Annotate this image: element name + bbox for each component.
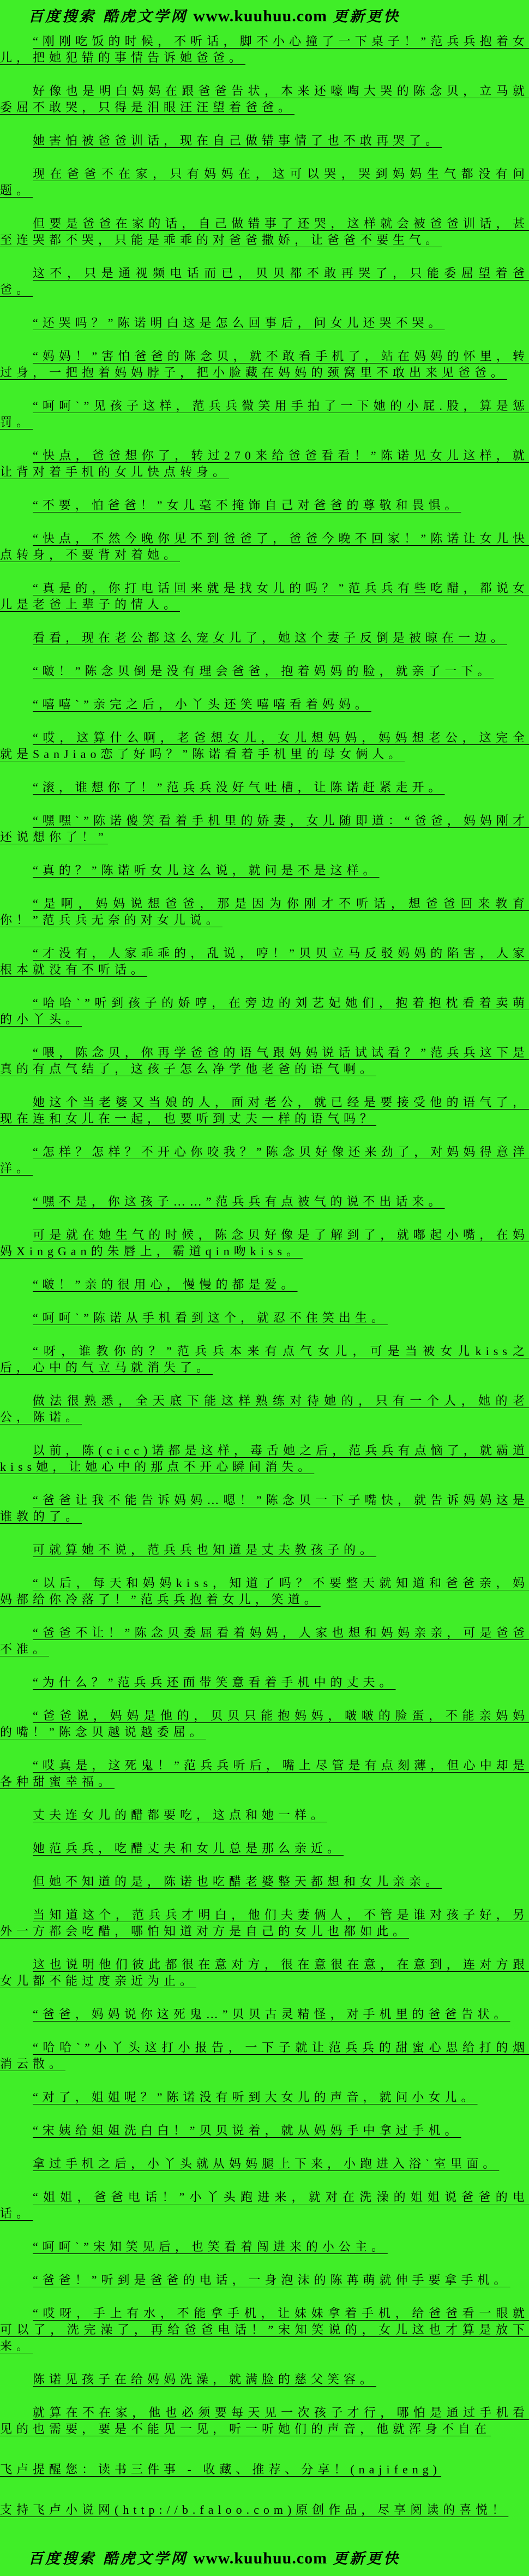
novel-paragraph: “哈哈`”小丫头这打小报告，一下子就让范兵兵的甜蜜心思给打的烟消云散。 — [0, 2041, 529, 2071]
banner-slogan-suffix: 更新更快 — [333, 8, 401, 25]
novel-paragraph: “真是的，你打电话回来就是找女儿的吗？”范兵兵有些吃醋，都说女儿是老爸上辈子的情人。 — [0, 581, 529, 611]
novel-paragraph: “哈哈`”听到孩子的娇哼，在旁边的刘艺妃她们，抱着抱枕看着卖萌的小丫头。 — [0, 996, 529, 1026]
novel-paragraph: 丈夫连女儿的醋都要吃，这点和她一样。 — [33, 1808, 328, 1822]
novel-paragraph: “哎真是，这死鬼！”范兵兵听后，嘴上尽管是有点刻薄，但心中却是各种甜蜜幸福。 — [0, 1758, 529, 1788]
novel-paragraph: 她范兵兵，吃醋丈夫和女儿总是那么亲近。 — [33, 1841, 344, 1855]
novel-paragraph: “嘻嘻`”亲完之后，小丫头还笑嘻嘻看着妈妈。 — [33, 697, 371, 711]
site-url-text: www.kuuhuu.com — [193, 2549, 328, 2567]
novel-paragraph: 陈诺见孩子在给妈妈洗澡，就满脸的慈父笑容。 — [33, 2372, 377, 2386]
novel-paragraph-list — [0, 33, 529, 2437]
novel-paragraph: “刚刚吃饭的时候，不听话，脚不小心撞了一下桌子！”范兵兵抱着女儿，把她犯错的事情告诉她爸爸。 — [0, 34, 529, 64]
novel-paragraph: “爸爸说，妈妈是他的，贝贝只能抱妈妈，啵啵的脸蛋，不能亲妈妈的嘴！”陈念贝越说越委屈。 — [0, 1709, 529, 1739]
site-url-text: www.kuuhuu.com — [193, 7, 328, 25]
novel-paragraph: 就算在不在家，他也必须要每天见一次孩子才行，哪怕是通过手机看见的也需要，要是不能见一见，听一听她们的声音，他就浑身不自在 — [0, 2406, 529, 2436]
novel-paragraph: 做法很熟悉，全天底下能这样熟练对待她的，只有一个人，她的老公，陈诺。 — [0, 1394, 529, 1424]
novel-paragraph: 拿过手机之后，小丫头就从妈妈腿上下来，小跑进入浴`室里面。 — [33, 2157, 500, 2170]
novel-paragraph: “啵！”陈念贝倒是没有理会爸爸，抱着妈妈的脸，就亲了一下。 — [33, 664, 494, 678]
novel-paragraph: 以前，陈(cicc)诺都是这样，毒舌她之后，范兵兵有点恼了，就霸道kiss她，让她心中的那点不开心瞬间消失。 — [0, 1444, 529, 1474]
novel-paragraph: “喂，陈念贝，你再学爸爸的语气跟妈妈说话试试看？”范兵兵这下是真的有点气结了，这孩子怎么净学他老爸的语气啊。 — [0, 1046, 529, 1076]
novel-paragraph: “快点，不然今晚你见不到爸爸了，爸爸今晚不回家！”陈诺让女儿快点转身，不要背对着她。 — [0, 532, 529, 562]
site-banner-top — [0, 0, 529, 26]
novel-paragraph: “怎样？怎样？不开心你咬我？”陈念贝好像还来劲了，对妈妈得意洋洋。 — [0, 1145, 529, 1175]
novel-paragraph: 看看，现在老公都这么宠女儿了，她这个妻子反倒是被晾在一边。 — [33, 631, 508, 645]
novel-paragraph: “宋姨给姐姐洗白白！”贝贝说着，就从妈妈手中拿过手机。 — [33, 2124, 461, 2137]
site-banner-bottom — [0, 2542, 529, 2572]
novel-paragraph: “为什么？”范兵兵还面带笑意看着手机中的丈夫。 — [33, 1675, 396, 1689]
novel-paragraph: “是啊，妈妈说想爸爸，那是因为你刚才不听话，想爸爸回来教育你！”范兵兵无奈的对女儿说。 — [0, 897, 529, 927]
novel-paragraph: “呵呵`”陈诺从手机看到这个，就忍不住笑出生。 — [33, 1311, 388, 1325]
novel-paragraph: “呀，谁教你的？”范兵兵本来有点气女儿，可是当被女儿kiss之后，心中的气立马就消失了。 — [0, 1344, 529, 1374]
novel-paragraph: “呵呵`”宋知笑见后，也笑看着闯进来的小公主。 — [33, 2240, 388, 2253]
novel-paragraph: “哎呀，手上有水，不能拿手机，让妹妹拿着手机，给爸爸看一眼就可以了，洗完澡了，再给爸爸电话！”宋知笑说的，女儿这也才算是放下来。 — [0, 2306, 529, 2353]
novel-paragraph: 飞卢提醒您：读书三件事 - 收藏、推荐、分享！(najifeng) — [0, 2462, 442, 2476]
novel-paragraph: 这不，只是通视频电话而已，贝贝都不敢再哭了，只能委屈望着爸爸。 — [0, 266, 529, 296]
novel-paragraph: 可就算她不说，范兵兵也知道是丈夫教孩子的。 — [33, 1543, 377, 1557]
banner-slogan-prefix: 百度搜索 酷虎文学网 — [28, 8, 188, 25]
novel-paragraph: 可是就在她生气的时候，陈念贝好像是了解到了，就嘟起小嘴，在妈妈XingGan的朱唇上，霸道qin吻kiss。 — [0, 1228, 529, 1258]
novel-paragraph: 现在爸爸不在家，只有妈妈在，这可以哭，哭到妈妈生气都没有问题。 — [0, 167, 529, 197]
publisher-notes — [0, 2461, 529, 2518]
novel-paragraph: “以后，每天和妈妈kiss，知道了吗？不要整天就知道和爸爸亲，妈妈都给你冷落了！”范兵兵抱着女儿，笑道。 — [0, 1576, 529, 1606]
novel-paragraph: “嘿不是，你这孩子……”范兵兵有点被气的说不出话来。 — [33, 1195, 445, 1208]
novel-paragraph: “不要，怕爸爸！”女儿毫不掩饰自己对爸爸的尊敬和畏惧。 — [33, 498, 461, 512]
novel-paragraph: 她害怕被爸爸训话，现在自己做错事情了也不敢再哭了。 — [33, 134, 442, 147]
novel-paragraph: “啵！”亲的很用心，慢慢的都是爱。 — [33, 1278, 298, 1291]
novel-paragraph: 但要是爸爸在家的话，自己做错事了还哭，这样就会被爸爸训话，甚至连哭都不哭，只能是乖乖的对爸爸撒娇，让爸爸不要生气。 — [0, 217, 529, 247]
novel-paragraph: “嘿嘿`”陈诺傻笑看着手机里的娇妻，女儿随即道：“爸爸，妈妈刚才还说想你了！” — [0, 814, 529, 844]
novel-paragraph: “呵呵`”见孩子这样，范兵兵微笑用手拍了一下她的小屁.股，算是惩罚。 — [0, 399, 529, 429]
novel-paragraph: “滚，谁想你了！”范兵兵没好气吐槽，让陈诺赶紧走开。 — [33, 780, 445, 794]
novel-paragraph: “才没有，人家乖乖的，乱说，哼！”贝贝立马反驳妈妈的陷害，人家根本就没有不听话。 — [0, 946, 529, 976]
banner-slogan-suffix: 更新更快 — [333, 2550, 401, 2567]
novel-paragraph: “爸爸不让！”陈念贝委屈看着妈妈，人家也想和妈妈亲亲，可是爸爸不准。 — [0, 1626, 529, 1656]
novel-paragraph: “爸爸！”听到是爸爸的电话，一身泡沫的陈苒萌就伸手要拿手机。 — [33, 2273, 510, 2287]
novel-paragraph: “妈妈！”害怕爸爸的陈念贝，就不敢看手机了，站在妈妈的怀里，转过身，一把抱着妈妈脖子，把小脸藏在妈妈的颈窝里不敢出来见爸爸。 — [0, 349, 529, 379]
novel-paragraph: “爸爸，妈妈说你这死鬼…”贝贝古灵精怪，对手机里的爸爸告状。 — [33, 2007, 510, 2021]
novel-paragraph: 但她不知道的是，陈诺也吃醋老婆整天都想和女儿亲亲。 — [33, 1875, 442, 1888]
novel-paragraph: 当知道这个，范兵兵才明白，他们夫妻俩人，不管是谁对孩子好，另外一方都会吃醋，哪怕知道对方是自己的女儿也都如此。 — [0, 1908, 529, 1938]
novel-content — [0, 33, 529, 2518]
novel-paragraph: “爸爸让我不能告诉妈妈…嗯！”陈念贝一下子嘴快，就告诉妈妈这是谁教的了。 — [0, 1493, 529, 1523]
novel-paragraph: “真的？”陈诺听女儿这么说，就问是不是这样。 — [33, 863, 380, 877]
novel-paragraph: “姐姐，爸爸电话！”小丫头跑进来，就对在洗澡的姐姐说爸爸的电话。 — [0, 2190, 529, 2220]
novel-paragraph: 支持飞卢小说网(http://b.faloo.com)原创作品，尽享阅读的喜悦！ — [0, 2503, 509, 2517]
novel-paragraph: “哎，这算什么啊，老爸想女儿，女儿想妈妈，妈妈想老公，这完全就是SanJiao恋了好吗？”陈诺看着手机里的母女俩人。 — [0, 731, 529, 761]
novel-paragraph: “对了，姐姐呢？”陈诺没有听到大女儿的声音，就问小女儿。 — [33, 2090, 478, 2104]
novel-paragraph: “还哭吗？”陈诺明白这是怎么回事后，问女儿还哭不哭。 — [33, 316, 445, 330]
novel-paragraph: 这也说明他们彼此都很在意对方，很在意很在意，在意到，连对方跟女儿都不能过度亲近为止。 — [0, 1958, 529, 1988]
novel-paragraph: 好像也是明白妈妈在跟爸爸告状，本来还嚎啕大哭的陈念贝，立马就委屈不敢哭，只得是泪眼汪汪望着爸爸。 — [0, 84, 529, 114]
novel-paragraph: “快点，爸爸想你了，转过270来给爸爸看看！”陈诺见女儿这样，就让背对着手机的女儿快点转身。 — [0, 449, 529, 479]
novel-paragraph: 她这个当老婆又当娘的人，面对老公，就已经是要接受他的语气了，现在连和女儿在一起，也要听到丈夫一样的语气吗？ — [0, 1095, 529, 1125]
banner-slogan-prefix: 百度搜索 酷虎文学网 — [28, 2550, 188, 2567]
